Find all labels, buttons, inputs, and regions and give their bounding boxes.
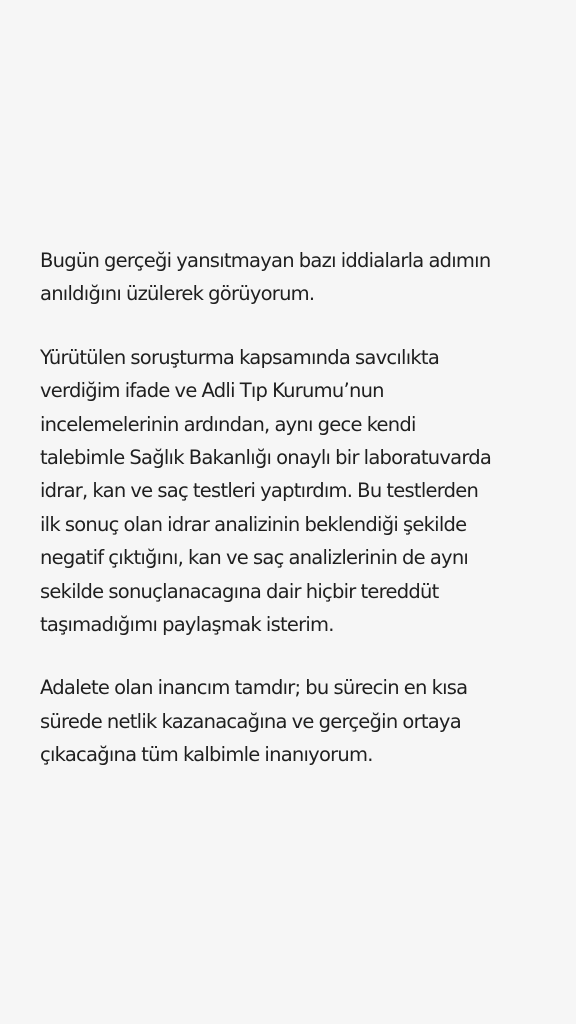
text-line: negatif çıktığını, kan ve saç analizlerinin de aynı xyxy=(40,546,469,570)
text-line: anıldığını üzülerek görüyorum. xyxy=(40,282,315,306)
paragraph-2 xyxy=(40,341,560,642)
text-line: Bugün gerçeği yansıtmayan bazı iddialarla adımın xyxy=(40,249,491,272)
text-line: incelemelerinin ardından, aynı gece kendi xyxy=(40,412,416,436)
text-line: taşımadığımı paylaşmak isterim. xyxy=(40,612,334,636)
text-line: talebimle Sağlık Bakanlığı onaylı bir laboratuvarda xyxy=(40,445,492,469)
text-line: Yürütülen soruşturma kapsamında savcılıkta xyxy=(40,345,440,369)
text-line: verdiğim ifade ve Adli Tıp Kurumu’nun xyxy=(40,379,384,403)
statement-text xyxy=(40,244,560,801)
text-line: sürede netlik kazanacağına ve gerçeğin ortaya xyxy=(40,709,461,733)
text-line: idrar, kan ve saç testleri yaptırdım. Bu testlerden xyxy=(40,479,479,503)
text-line: ilk sonuç olan idrar analizinin beklendiği şekilde xyxy=(40,512,467,536)
text-line: sekilde sonuçlanacagına dair hiçbir tereddüt xyxy=(40,579,439,603)
text-line: Adalete olan inancım tamdır; bu sürecin en kısa xyxy=(40,676,468,700)
paragraph-1 xyxy=(40,244,560,311)
paragraph-3 xyxy=(40,671,560,771)
text-line: çıkacağına tüm kalbimle inanıyorum. xyxy=(40,743,373,767)
